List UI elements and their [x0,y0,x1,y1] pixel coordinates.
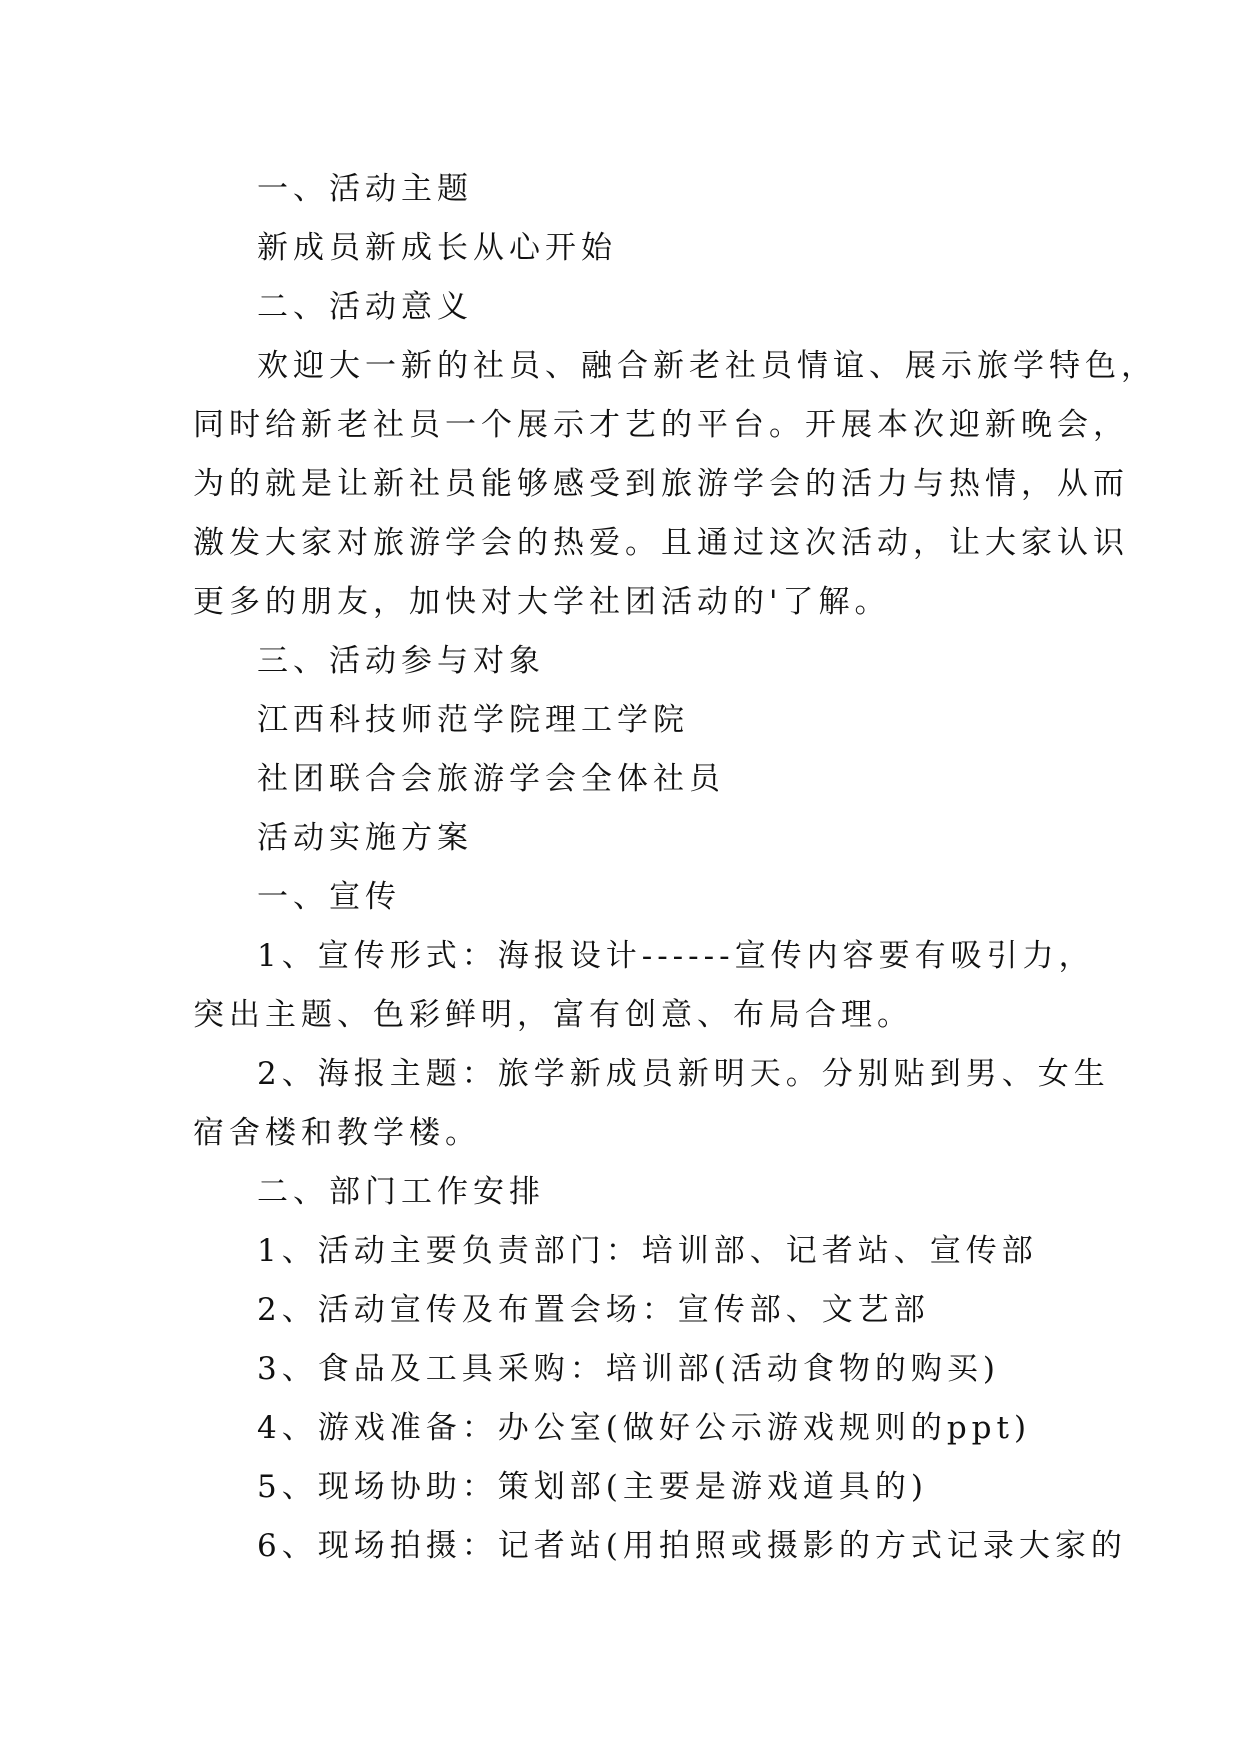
paragraph-line: 江西科技师范学院理工学院 [257,702,689,738]
heading-activity-meaning: 二、活动意义 [257,289,473,325]
heading-activity-theme: 一、活动主题 [257,171,473,207]
paragraph-line: 宿舍楼和教学楼。 [193,1115,481,1151]
list-item: 3、食品及工具采购：培训部(活动食物的购买) [257,1351,1000,1387]
paragraph-line: 激发大家对旅游学会的热爱。且通过这次活动，让大家认识 [193,525,1129,561]
paragraph-line: 欢迎大一新的社员、融合新老社员情谊、展示旅学特色， [257,348,1157,384]
heading-department-arrangement: 二、部门工作安排 [257,1174,545,1210]
list-item: 2、海报主题：旅学新成员新明天。分别贴到男、女生 [257,1056,1110,1092]
document-body [193,160,1157,1576]
list-item: 1、活动主要负责部门：培训部、记者站、宣传部 [257,1233,1038,1269]
list-item: 4、游戏准备：办公室(做好公示游戏规则的ppt) [257,1410,1032,1446]
heading-participants: 三、活动参与对象 [257,643,545,679]
heading-implementation-plan: 活动实施方案 [257,820,473,856]
list-item: 5、现场协助：策划部(主要是游戏道具的) [257,1469,928,1505]
list-item: 2、活动宣传及布置会场：宣传部、文艺部 [257,1292,930,1328]
paragraph-line: 为的就是让新社员能够感受到旅游学会的活力与热情，从而 [193,466,1129,502]
paragraph-line: 更多的朋友，加快对大学社团活动的'了解。 [193,584,891,620]
heading-publicity: 一、宣传 [257,879,401,915]
paragraph-line: 突出主题、色彩鲜明，富有创意、布局合理。 [193,997,913,1033]
paragraph-line: 新成员新成长从心开始 [257,230,617,266]
list-item: 6、现场拍摄：记者站(用拍照或摄影的方式记录大家的 [257,1528,1127,1564]
list-item: 1、宣传形式：海报设计------宣传内容要有吸引力， [257,938,1095,974]
paragraph-line: 同时给新老社员一个展示才艺的平台。开展本次迎新晚会， [193,407,1129,443]
paragraph-line: 社团联合会旅游学会全体社员 [257,761,725,797]
